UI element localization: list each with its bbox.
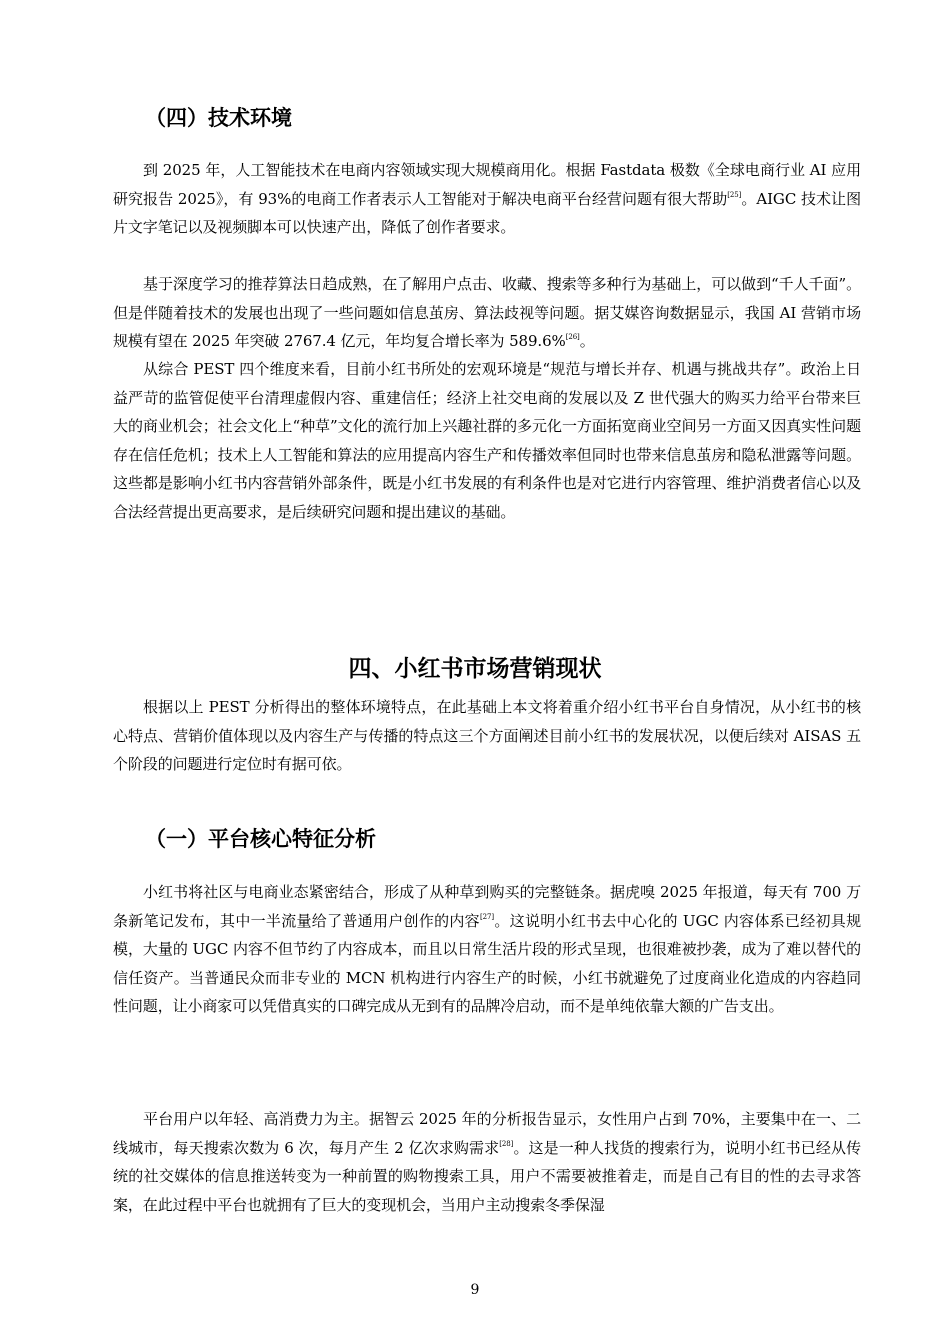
paragraph-text: 。 xyxy=(579,332,595,350)
paragraph-text: 到 2025 年，人工智能技术在电商内容领域实现大规模商用化。根据 Fastdata 极数《全球电商行业 AI 应用研究报告 2025》，有 93%的电商工作者表示人工智能对于解决电商平台经营问题有很大帮助 xyxy=(113,161,861,208)
section-heading-technology: （四）技术环境 xyxy=(145,106,292,130)
paragraph-text: 。这说明小红书去中心化的 UGC 内容体系已经初具规模，大量的 UGC 内容不但节约了内容成本，而且以日常生活片段的形式呈现，也很难被抄袭，成为了难以替代的信任资产。当普通民众而非专业的 MCN 机构进行内容生产的时候，小红书就避免了过度商业化造成的内容趋同性问题，让小商家可以凭借真实的口碑完成从无到有的品牌冷启动，而不是单纯依靠大额的广告支出。 xyxy=(113,911,861,1015)
citation-ref: [28] xyxy=(499,1139,514,1148)
paragraph-community-ecommerce xyxy=(113,878,861,1021)
section-heading-platform-features: （一）平台核心特征分析 xyxy=(145,827,376,851)
paragraph-ai-commercialization xyxy=(113,156,861,242)
paragraph-text: 。这是一种人找货的搜索行为，说明小红书已经从传统的社交媒体的信息推送转变为一种前置的购物搜索工具，用户不需要被推着走，而是自己有目的性的去寻求答案，在此过程中平台也就拥有了巨大的变现机会，当用户主动搜索冬季保湿 xyxy=(113,1138,862,1214)
paragraph-user-profile xyxy=(113,1105,861,1219)
paragraph-text: 。AIGC 技术让图片文字笔记以及视频脚本可以快速产出，降低了创作者要求。 xyxy=(113,189,861,236)
page-number: 9 xyxy=(470,1282,480,1298)
citation-ref: [26] xyxy=(565,333,580,341)
chapter-heading-marketing-status: 四、小红书市场营销现状 xyxy=(348,656,602,682)
paragraph-text: 小红书将社区与电商业态紧密结合，形成了从种草到购买的完整链条。据虎嗅 2025 年报道，每天有 700 万条新笔记发布，其中一半流量给了普通用户创作的内容 xyxy=(113,883,861,930)
paragraph-pest-summary: 从综合 PEST 四个维度来看，目前小红书所处的宏观环境是“规范与增长并存、机遇与挑战共存”。政治上日益严苛的监管促使平台清理虚假内容、重建信任；经济上社交电商的发展以及 Z 世代强大的购买力给平台带来巨大的商业机会；社会文化上“种草”文化的流行加上兴趣社群的多元化一方面拓宽商业空间另一方面又因真实性问题存在信任危机；技术上人工智能和算法的应用提高内容生产和传播效率但同时也带来信息茧房和隐私泄露等问题。这些都是影响小红书内容营销外部条件，既是小红书发展的有利条件也是对它进行内容管理、维护消费者信心以及合法经营提出更高要求，是后续研究问题和提出建议的基础。 xyxy=(113,360,861,521)
paragraph-recommendation-algorithm xyxy=(113,270,861,356)
paragraph-chapter-intro: 根据以上 PEST 分析得出的整体环境特点，在此基础上本文将着重介绍小红书平台自身情况，从小红书的核心特点、营销价值体现以及内容生产与传播的特点这三个方面阐述目前小红书的发展状况，以便后续对 AISAS 五个阶段的问题进行定位时有据可依。 xyxy=(113,698,861,773)
citation-ref: [25] xyxy=(727,190,742,199)
paragraph-text: 平台用户以年轻、高消费力为主。据智云 2025 年的分析报告显示，女性用户占到 70%，主要集中在一、二线城市，每天搜索次数为 6 次，每月产生 2 亿次求购需求 xyxy=(113,1110,861,1157)
paragraph-text: 基于深度学习的推荐算法日趋成熟，在了解用户点击、收藏、搜索等多种行为基础上，可以做到“千人千面”。但是伴随着技术的发展也出现了一些问题如信息茧房、算法歧视等问题。据艾媒咨询数据显示，我国 AI 营销市场规模有望在 2025 年突破 2767.4 亿元，年均复合增长率为 589.6% xyxy=(113,275,861,350)
citation-ref: [27] xyxy=(479,912,494,921)
